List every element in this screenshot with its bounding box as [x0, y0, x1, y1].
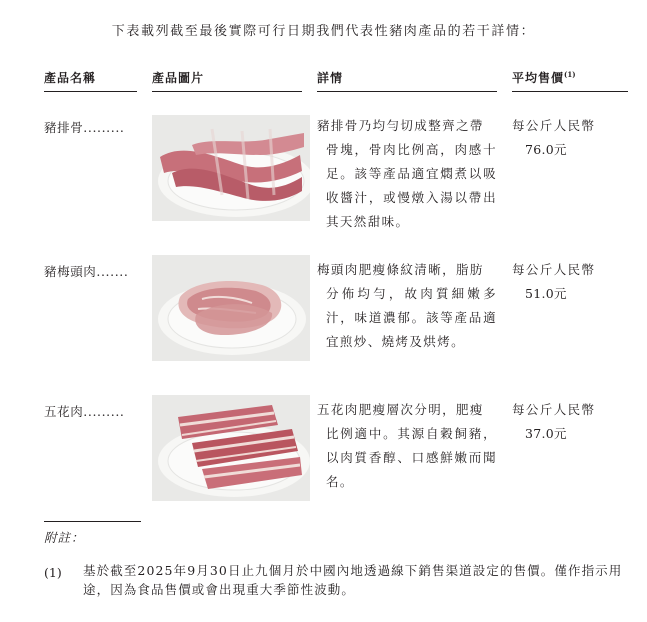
price-label: 每公斤人民幣 [512, 118, 596, 133]
intro-text: 下表載列截至最後實際可行日期我們代表性豬肉產品的若干詳情： [111, 24, 536, 39]
header-price-footnote-ref: (1) [564, 70, 576, 79]
footnote-text: 基於截至2025年9月30日止九個月於中國內地透過線下銷售渠道設定的售價。僅作指示用途，因為食品售價或會出現重大季節性波動。 [83, 563, 623, 597]
notes-title: 附註： [44, 530, 85, 545]
pork-shoulder-photo [152, 255, 310, 361]
price-value: 51.0元 [525, 286, 567, 301]
product-name: 豬排骨......... [44, 120, 125, 135]
footnote-number: (1) [44, 565, 62, 580]
product-price [512, 114, 595, 162]
header-average-price-label: 平均售價 [512, 71, 565, 85]
header-product-name: 產品名稱 [44, 69, 137, 92]
header-average-price [512, 69, 628, 92]
notes-divider [44, 521, 141, 522]
pork-ribs-photo [152, 115, 310, 221]
price-label: 每公斤人民幣 [512, 402, 596, 417]
details-line-first: 梅頭肉肥瘦條紋清晰，脂肪 [317, 262, 484, 277]
product-details [317, 114, 497, 234]
product-name: 五花肉......... [44, 404, 125, 419]
details-line-rest: 比例適中。其源自穀飼豬，以肉質香醇、口感鮮嫩而聞名。 [326, 426, 497, 489]
price-value: 76.0元 [525, 142, 567, 157]
header-details: 詳情 [317, 69, 497, 92]
product-details [317, 398, 497, 494]
product-price [512, 398, 595, 446]
details-line-rest: 分佈均勻，故肉質細嫩多汁，味道濃郁。該等產品適宜煎炒、燒烤及烘烤。 [326, 286, 497, 349]
details-line-first: 豬排骨乃均勻切成整齊之帶 [317, 118, 484, 133]
product-name: 豬梅頭肉....... [44, 264, 129, 279]
pork-belly-photo [152, 395, 310, 501]
product-details [317, 258, 497, 354]
product-price [512, 258, 595, 306]
header-product-image: 產品圖片 [152, 69, 302, 92]
price-label: 每公斤人民幣 [512, 262, 596, 277]
details-line-first: 五花肉肥瘦層次分明，肥瘦 [317, 402, 484, 417]
price-value: 37.0元 [525, 426, 567, 441]
details-line-rest: 骨塊，骨肉比例高，肉感十足。該等產品適宜燜煮以吸收醬汁，或慢燉入湯以帶出其天然甜味。 [326, 142, 497, 229]
